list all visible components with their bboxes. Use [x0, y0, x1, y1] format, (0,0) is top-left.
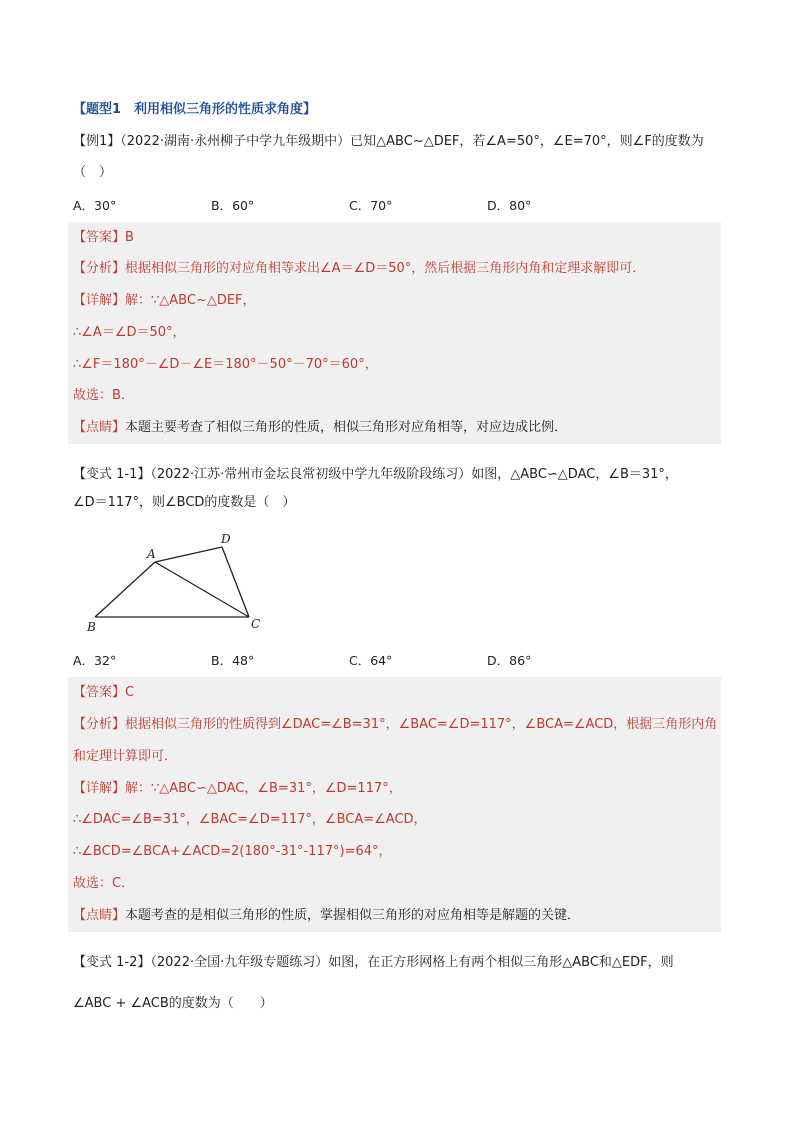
example1-option-d: D．80° [487, 198, 532, 213]
section-title: 【题型1 利用相似三角形的性质求角度】 [73, 102, 317, 117]
example1-tag: 【例1】 [73, 134, 121, 149]
variant1-1-detail-3: ∴∠BCD=∠BCA+∠ACD=2(180°-31°-117°)=64°， [73, 844, 392, 859]
example1-detail-1 [73, 291, 256, 311]
example1-detail-3: ∴∠F＝180°－∠D－∠E＝180°－50°－70°＝60°， [73, 357, 378, 372]
answer-value: C [125, 685, 135, 700]
label-d: D [221, 532, 231, 546]
example1-option-c: C．70° [349, 198, 393, 213]
example1-analysis [73, 259, 645, 279]
variant1-1-detail-1 [73, 779, 402, 799]
detail-tag: 【详解】 [73, 781, 126, 796]
answer-value: B [125, 230, 134, 245]
example1-detail-4: 故选：B． [73, 388, 134, 403]
variant1-2-question-line2: ∠ABC + ∠ACB的度数为（ ） [73, 996, 273, 1011]
variant1-1-question-line2: ∠D＝117°，则∠BCD的度数是（ ） [73, 495, 296, 510]
label-a: A [147, 547, 156, 561]
segment-ba [95, 562, 155, 617]
segment-dc [222, 547, 249, 617]
example1-option-b: B．60° [211, 198, 255, 213]
example1-detail-2: ∴∠A＝∠D＝50°， [73, 325, 186, 340]
variant1-1-option-d: D．86° [487, 653, 532, 668]
segment-ad [155, 547, 222, 562]
detail-tag: 【详解】 [73, 293, 126, 308]
example1-paren: （ ） [73, 165, 113, 180]
variant1-1-analysis-1 [73, 715, 717, 735]
example1-option-a: A．30° [73, 198, 117, 213]
analysis-tag: 【分析】 [73, 717, 126, 732]
variant1-1-option-c: C．64° [349, 653, 393, 668]
comment-text: 本题主要考查了相似三角形的性质，相似三角形对应角相等，对应边成比例． [125, 420, 568, 435]
analysis-text: 根据相似三角形的对应角相等求出∠A＝∠D＝50°，然后根据三角形内角和定理求解即可． [125, 261, 646, 276]
segment-ac [155, 562, 249, 617]
example1-text: 已知△ABC~△DEF，若∠A=50°，∠E=70°，则∠F的度数为 [350, 134, 704, 149]
example1-question [73, 132, 704, 152]
detail-line: 解：∵△ABC~△DEF， [125, 293, 256, 308]
variant1-2-text: 如图，在正方形网格上有两个相似三角形△ABC和△EDF，则 [328, 955, 674, 970]
variant1-1-text: 如图，△ABC∽△DAC，∠B＝31°， [471, 467, 678, 482]
answer-tag: 【答案】 [73, 230, 126, 245]
variant1-2-source: （2022·全国·九年级专题练习） [150, 955, 329, 970]
variant1-1-answer [73, 683, 134, 703]
variant1-1-tag: 【变式 1-1】 [73, 467, 151, 482]
analysis-tag: 【分析】 [73, 261, 126, 276]
variant1-1-detail-4: 故选：C． [73, 876, 135, 891]
variant1-2-question-line1 [73, 953, 674, 973]
detail-line: 解：∵△ABC∽△DAC，∠B=31°，∠D=117°， [125, 781, 402, 796]
example1-answer [73, 228, 134, 248]
variant1-1-source: （2022·江苏·常州市金坛良常初级中学九年级阶段练习） [150, 467, 472, 482]
comment-tag: 【点睛】 [73, 908, 126, 923]
comment-text: 本题考查的是相似三角形的性质，掌握相似三角形的对应角相等是解题的关键． [125, 908, 581, 923]
answer-tag: 【答案】 [73, 685, 126, 700]
variant1-1-option-a: A．32° [73, 653, 117, 668]
variant1-1-comment [73, 906, 580, 926]
variant1-1-detail-2: ∴∠DAC=∠B=31°，∠BAC=∠D=117°，∠BCA=∠ACD， [73, 812, 427, 827]
triangle-figure [85, 530, 285, 640]
example1-comment [73, 418, 567, 438]
variant1-1-option-b: B．48° [211, 653, 255, 668]
variant1-2-tag: 【变式 1-2】 [73, 955, 151, 970]
example1-source: （2022·湖南·永州柳子中学九年级期中） [120, 134, 351, 149]
variant1-1-analysis-2: 和定理计算即可． [73, 749, 178, 764]
variant1-1-question-line1 [73, 465, 678, 485]
label-c: C [251, 617, 261, 631]
comment-tag: 【点睛】 [73, 420, 126, 435]
label-b: B [87, 620, 96, 634]
analysis-text: 根据相似三角形的性质得到∠DAC=∠B=31°，∠BAC=∠D=117°，∠BCA=∠ACD，根据三角形内角 [125, 717, 718, 732]
